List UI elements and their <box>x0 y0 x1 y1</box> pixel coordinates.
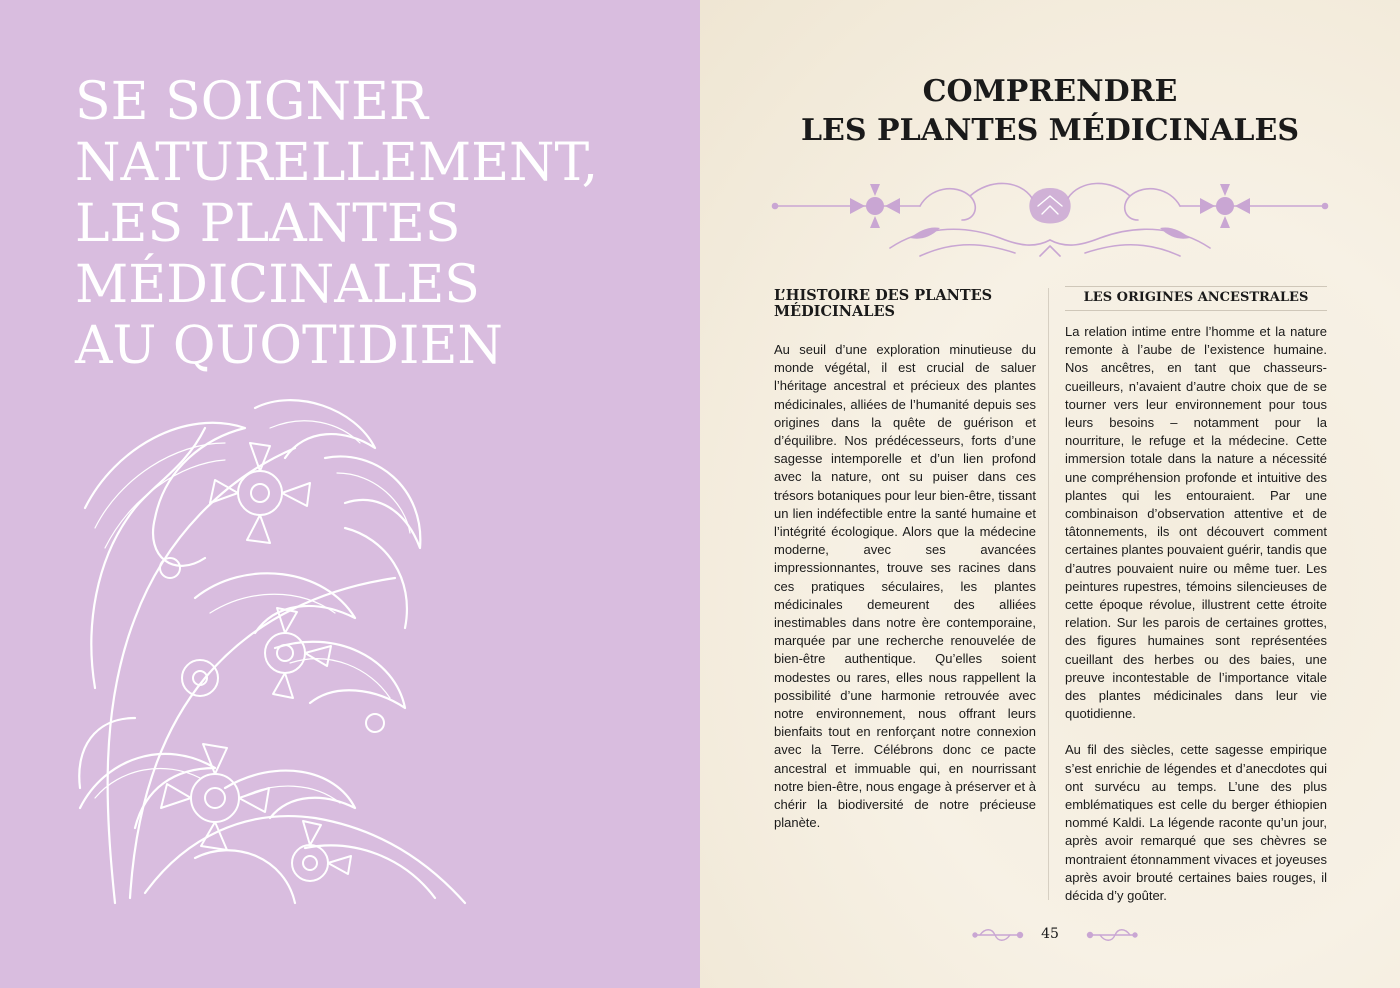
right-title-line: LES PLANTES MÉDICINALES <box>800 113 1300 148</box>
column2-heading: LES ORIGINES ANCESTRALES <box>1083 290 1309 305</box>
left-title-line: MÉDICINALES <box>75 255 480 315</box>
left-title-line: LES PLANTES <box>75 194 461 254</box>
right-page <box>700 0 1400 988</box>
column-divider <box>1048 288 1049 900</box>
floral-ornament-illustration <box>75 388 470 906</box>
right-title-line: COMPRENDRE <box>922 74 1178 109</box>
column2-paragraph: La relation intime entre l’homme et la nature remonte à l’aube de l’existence humaine. Nos ancêtres, en tant que chasseurs-cueilleurs, n’avaient d’autre choix que de se tourner vers leur environnement pour tous leurs besoins – notamment pour la nourriture, le refuge et la médecine. Cette immersion totale dans la nature a nécessité une compréhension profonde et intuitive des plantes qui les entouraient. Par une combinaison d’observation attentive et de tâtonnements, ils ont découvert comment certaines plantes pouvaient guérir, tandis que d’autres pouvaient nuire ou même tuer. Les peintures rupestres, témoins silencieuses de cette époque révolue, illustrent cette étroite relation. Sur les parois de certaines grottes, des figures humaines sont représentées cueillant des herbes ou des baies, une preuve incontestable de l’importance vitale des plantes médicinales dans leur vie quotidienne. <box>1065 324 1327 722</box>
page-number: 45 <box>1041 926 1059 942</box>
left-page-title <box>75 72 598 377</box>
left-title-line: NATURELLEMENT, <box>75 133 599 193</box>
decorative-header-ornament <box>770 168 1330 263</box>
column2-body-text <box>1065 323 1327 923</box>
column2-heading-rule-bottom <box>1065 310 1327 311</box>
left-title-line: SE SOIGNER <box>75 72 429 132</box>
left-title-line: AU QUOTIDIEN <box>75 316 503 376</box>
column1-heading: L’HISTOIRE DES PLANTES MÉDICINALES <box>774 287 993 320</box>
column1-body-text: Au seuil d’une exploration minutieuse du monde végétal, il est crucial de saluer l’héritage ancestral et précieux des plantes médicinales, alliées de l’humanité depuis ses origines dans la quête de guérison et d’équilibre. Nos prédécesseurs, forts d’une sagesse intemporelle et d’un lien profond avec la nature, ont su puiser dans ces trésors botaniques pour leur bien-être, tissant un lien indéfectible entre la santé humaine et l’intégrité écologique. Alors que la médecine moderne, avec ses avancées impressionnantes, trouve ses racines dans ces pratiques séculaires, les plantes médicinales demeurent des alliées inestimables dans notre ère contemporaine, marquée par une recherche renouvelée de bien-être authentique. Qu’elles soient modestes ou rares, elles nous rappellent la possibilité d’une harmonie retrouvée avec notre environnement, nous offrant leurs bienfaits tout en renforçant notre connexion avec la Terre. Célébrons donc ce pacte ancestral et immuable qui, en nourrissant notre bien-être, nous engage à préserver et à chérir la biodiversité de notre précieuse planète. <box>774 342 1036 831</box>
column2-paragraph: Au fil des siècles, cette sagesse empirique s’est enrichie de légendes et d’anecdotes qui ont survécu au temps. L’une des plus emblématiques est celle du berger éthiopien nommé Kaldi. La légende raconte qu’un jour, après avoir remarqué que ses chèvres se montraient étonnamment vivaces et joyeuses après avoir brouté certaines baies rouges, il décida d’y goûter. <box>1065 742 1327 904</box>
right-page-title <box>700 72 1400 150</box>
column2-heading-rule-top <box>1065 286 1327 287</box>
